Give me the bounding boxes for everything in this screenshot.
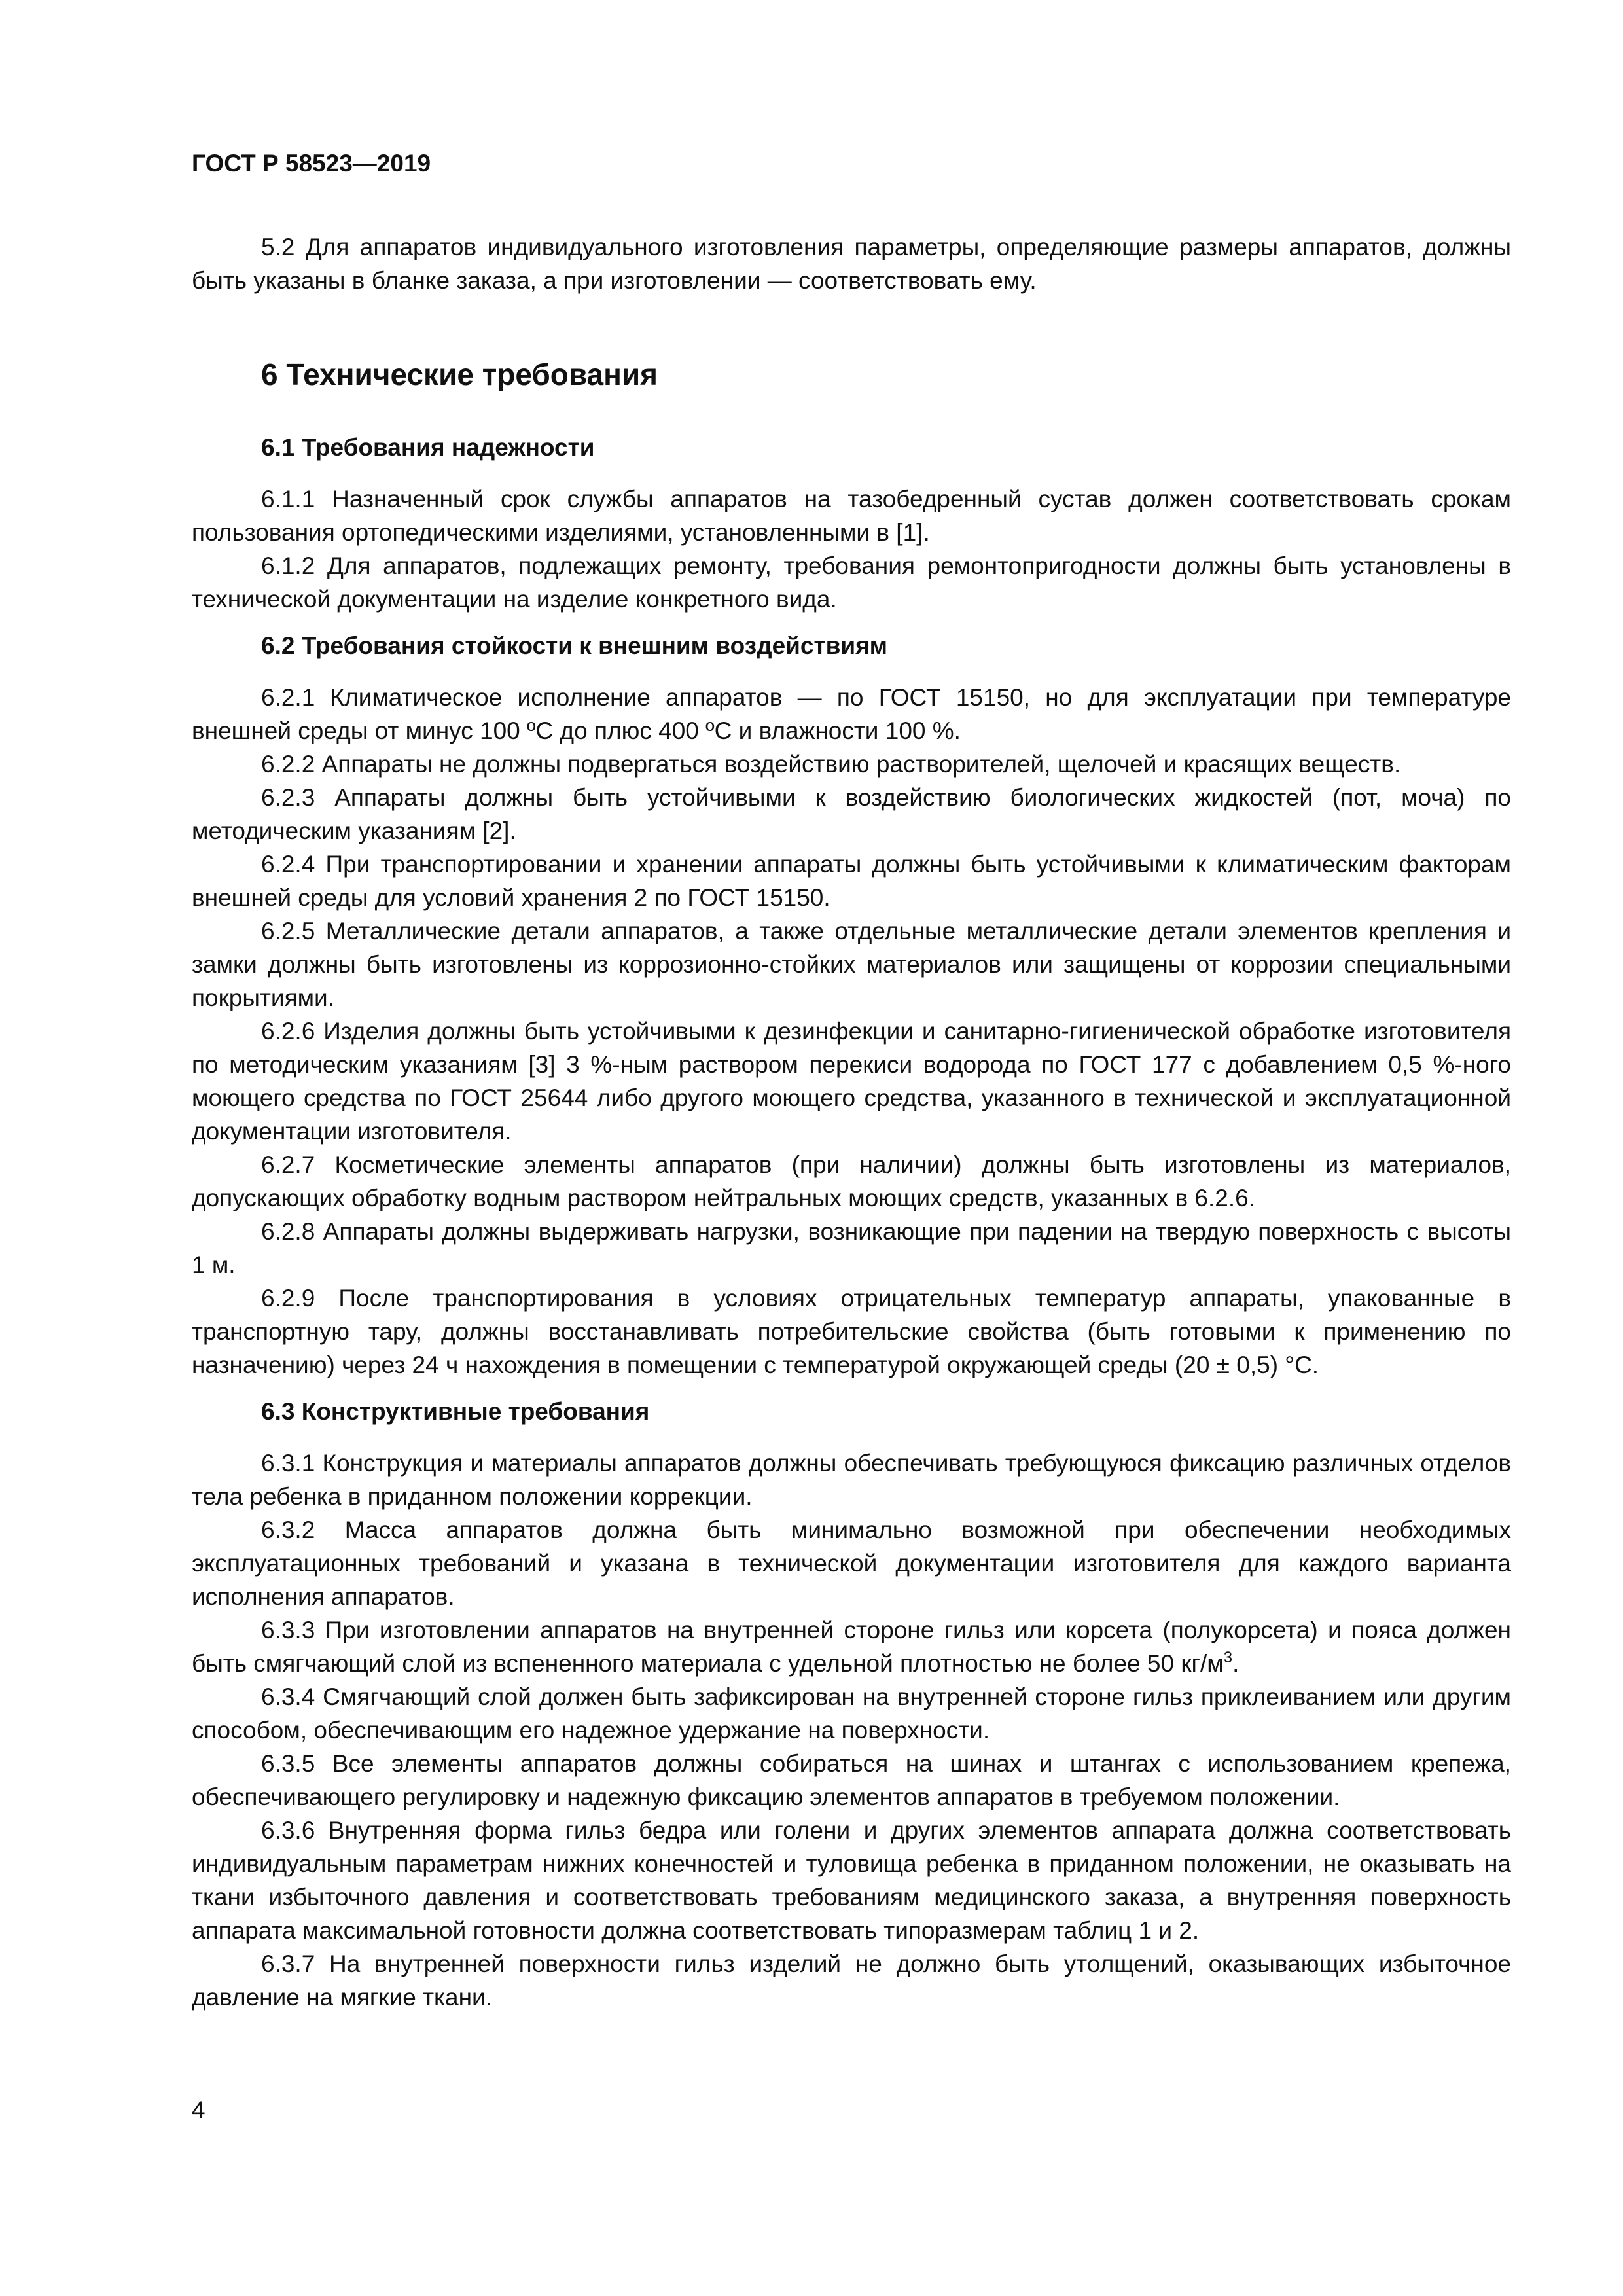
unit-exponent: 3 <box>1223 1649 1233 1666</box>
paragraph-6-2-3: 6.2.3 Аппараты должны быть устойчивыми к воздействию биологических жидкостей (пот, моча) по методическим указаниям [2]. <box>192 784 1511 844</box>
paragraph-6-2-6: 6.2.6 Изделия должны быть устойчивыми к дезинфекции и санитарно-гигиенической обработке изготовителя по методическим указаниям [3] 3 %-ным раствором перекиси водорода по ГОСТ 177 с добавлением 0,5 %-ного моющего средства по ГОСТ 25644 либо другого моющего средства, указанного в технической и эксплуатационной документации изготовителя. <box>192 1018 1511 1145</box>
paragraph-6-2-7: 6.2.7 Косметические элементы аппаратов (при наличии) должны быть изготовлены из материалов, допускающих обработку водным раствором нейтральных моющих средств, указанных в 6.2.6. <box>192 1151 1511 1211</box>
subsection-6-1-heading: 6.1 Требования надежности <box>261 434 595 461</box>
subsection-6-3-heading: 6.3 Конструктивные требования <box>261 1398 650 1425</box>
paragraph-6-1-1: 6.1.1 Назначенный срок службы аппаратов на тазобедренный сустав должен соответствовать срокам пользования ортопедическими изделиями, установленными в [1]. <box>192 486 1511 546</box>
paragraph-6-3-4: 6.3.4 Смягчающий слой должен быть зафиксирован на внутренней стороне гильз приклеиванием или другим способом, обеспечивающим его надежное удержание на поверхности. <box>192 1683 1511 1744</box>
paragraph-6-3-1: 6.3.1 Конструкция и материалы аппаратов должны обеспечивать требующуюся фиксацию различных отделов тела ребенка в приданном положении коррекции. <box>192 1450 1511 1510</box>
document-page <box>192 148 1511 2014</box>
paragraph-6-2-8: 6.2.8 Аппараты должны выдерживать нагрузки, возникающие при падении на твердую поверхность с высоты 1 м. <box>192 1218 1511 1278</box>
paragraph-6-3-5: 6.3.5 Все элементы аппаратов должны собираться на шинах и штангах с использованием крепежа, обеспечивающего регулировку и надежную фиксацию элементов аппаратов в требуемом положении. <box>192 1750 1511 1810</box>
subsection-6-2-heading: 6.2 Требования стойкости к внешним воздействиям <box>261 632 888 659</box>
paragraph-6-2-4: 6.2.4 При транспортировании и хранении аппараты должны быть устойчивыми к климатическим факторам внешней среды для условий хранения 2 по ГОСТ 15150. <box>192 851 1511 911</box>
paragraph-6-1-2: 6.1.2 Для аппаратов, подлежащих ремонту, требования ремонтопригодности должны быть установлены в технической документации на изделие конкретного вида. <box>192 552 1511 613</box>
paragraph-6-2-1: 6.2.1 Климатическое исполнение аппаратов — по ГОСТ 15150, но для эксплуатации при температуре внешней среды от минус 100 ºС до плюс 400 ºС и влажности 100 %. <box>192 684 1511 744</box>
paragraph-6-2-5: 6.2.5 Металлические детали аппаратов, а также отдельные металлические детали элементов крепления и замки должны быть изготовлены из коррозионно-стойких материалов или защищены от коррозии специальными покрытиями. <box>192 918 1511 1011</box>
paragraph-6-3-6: 6.3.6 Внутренняя форма гильз бедра или голени и других элементов аппарата должна соответствовать индивидуальным параметрам нижних конечностей и туловища ребенка в приданном положении, не оказывать на ткани избыточного давления и соответствовать требованиям медицинского заказа, а внутренняя поверхность аппарата максимальной готовности должна соответствовать типоразмерам таблиц 1 и 2. <box>192 1817 1511 1944</box>
section-6-heading: 6 Технические требования <box>261 357 658 391</box>
paragraph-6-2-9: 6.2.9 После транспортирования в условиях отрицательных температур аппараты, упакованные в транспортную тару, должны восстанавливать потребительские свойства (быть готовыми к применению по назначению) через 24 ч нахождения в помещении с температурой окружающей среды (20 ± 0,5) °С. <box>192 1285 1511 1378</box>
paragraph-6-3-2: 6.3.2 Масса аппаратов должна быть минимально возможной при обеспечении необходимых эксплуатационных требований и указана в технической документации изготовителя для каждого варианта исполнения аппаратов. <box>192 1516 1511 1610</box>
paragraph-6-2-2: 6.2.2 Аппараты не должны подвергаться воздействию растворителей, щелочей и красящих веществ. <box>261 751 1401 778</box>
paragraph-5-2: 5.2 Для аппаратов индивидуального изготовления параметры, определяющие размеры аппаратов, должны быть указаны в бланке заказа, а при изготовлении — соответствовать ему. <box>192 234 1511 294</box>
paragraph-6-3-7: 6.3.7 На внутренней поверхности гильз изделий не должно быть утолщений, оказывающих избыточное давление на мягкие ткани. <box>192 1950 1511 2011</box>
page-number: 4 <box>192 2096 205 2123</box>
paragraph-6-3-3-end: . <box>1232 1650 1240 1677</box>
document-code-header: ГОСТ Р 58523—2019 <box>192 150 431 177</box>
paragraph-6-3-3-text: 6.3.3 При изготовлении аппаратов на внутренней стороне гильз или корсета (полукорсета) и пояса должен быть смягчающий слой из вспененного материала с удельной плотностью не более 50 кг/м <box>192 1617 1511 1677</box>
paragraph-6-3-3 <box>192 1613 1511 1680</box>
